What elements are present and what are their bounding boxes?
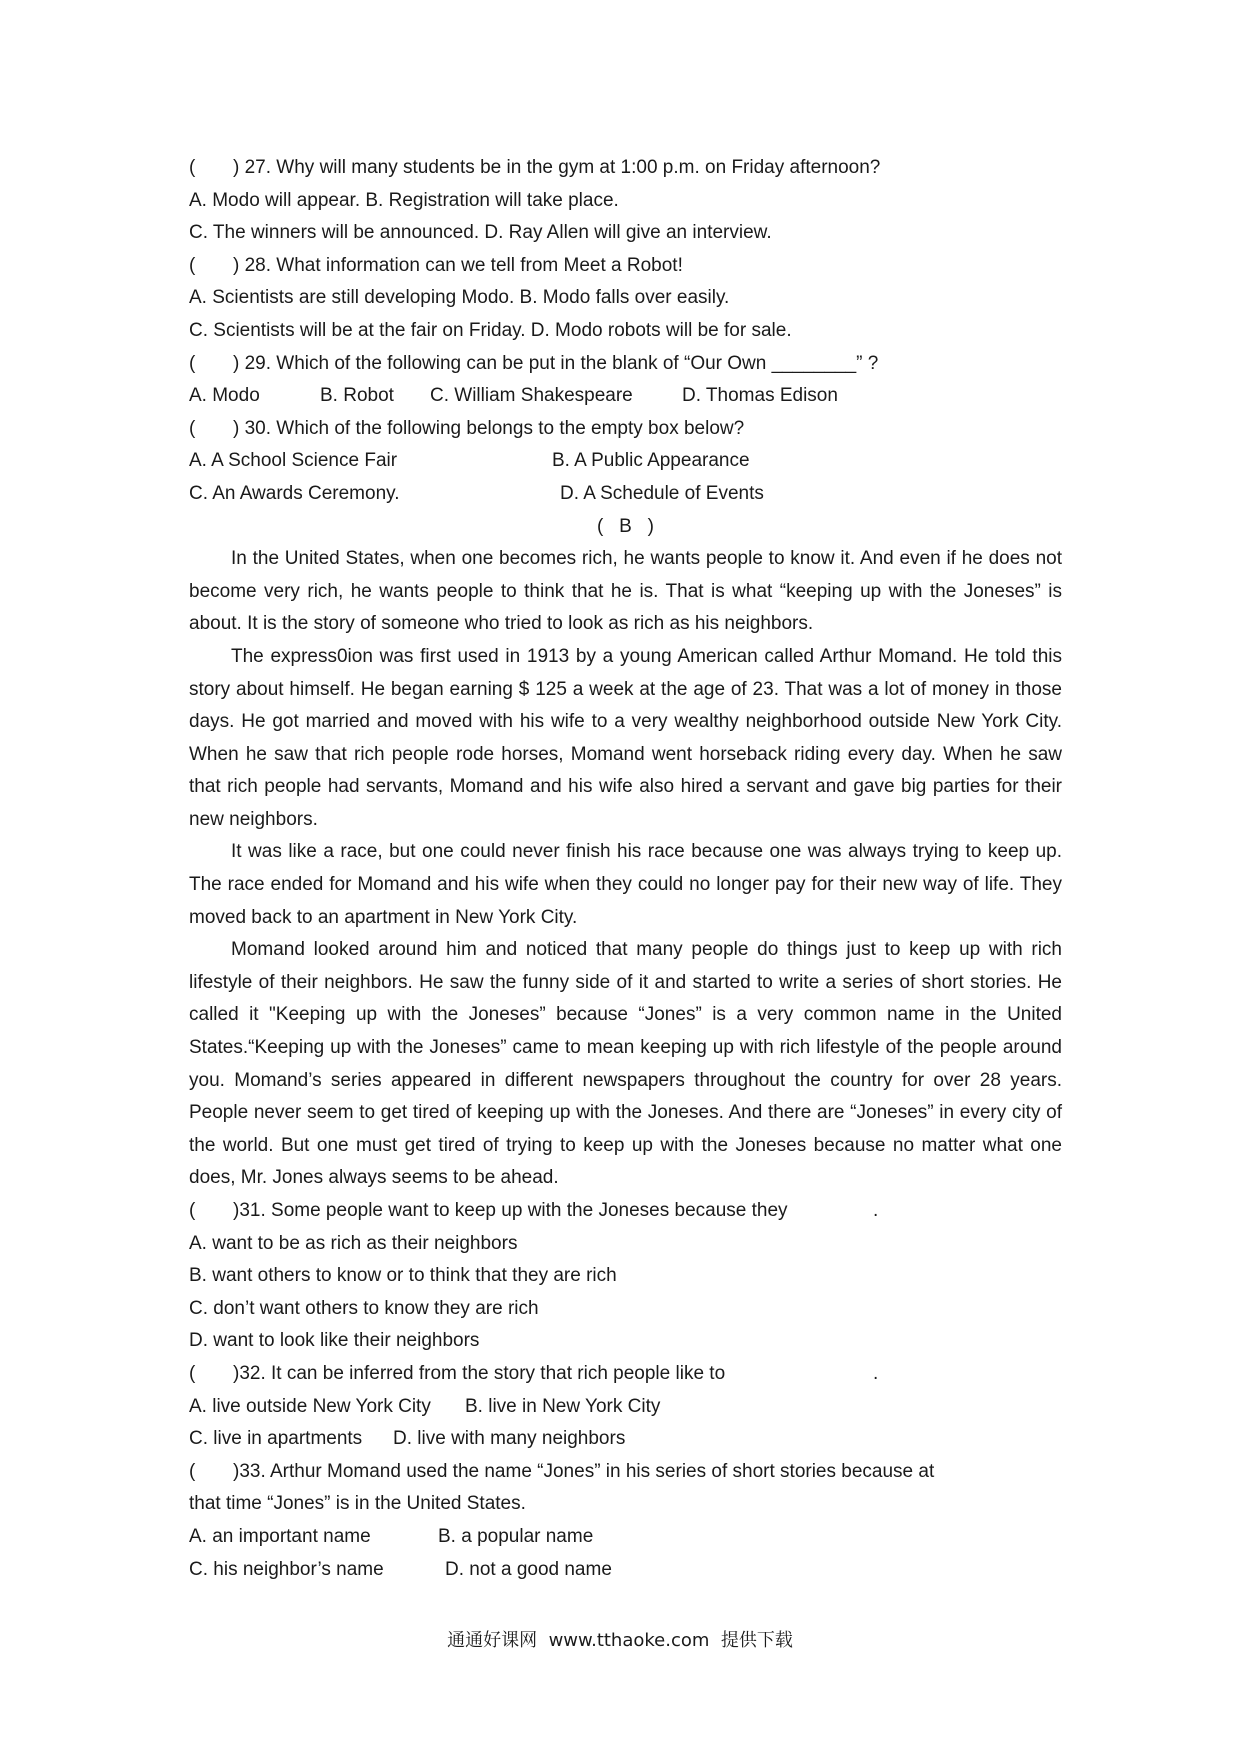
option-b: B. live in New York City: [465, 1395, 661, 1417]
question-33: [189, 1456, 1062, 1489]
option-a: A. want to be as rich as their neighbors: [189, 1232, 518, 1254]
footer-watermark: 通通好课网 www.tthaoke.com 提供下载: [447, 1630, 793, 1651]
option-c: C. An Awards Ceremony.: [189, 482, 400, 504]
question-27: [189, 152, 1062, 185]
answer-paren: (: [189, 157, 196, 178]
question-text: ) 30. Which of the following belongs to the empty box below?: [233, 417, 745, 439]
option-d: D. A Schedule of Events: [560, 482, 764, 504]
option-b: B. A Public Appearance: [552, 450, 750, 472]
question-31: [189, 1195, 1062, 1228]
answer-paren: (: [189, 417, 196, 439]
q32-options-row-2: [189, 1423, 1062, 1456]
answer-paren: (: [189, 1460, 196, 1482]
question-33-continued: that time “Jones” is in the United States.: [189, 1493, 526, 1515]
q30-options-row-2: [189, 478, 1062, 511]
option-d: D. not a good name: [445, 1558, 612, 1580]
question-30: [189, 413, 1062, 446]
option-b: B. Robot: [320, 385, 394, 407]
q33-options-row-2: [189, 1554, 1062, 1587]
option-b: B. want others to know or to think that they are rich: [189, 1265, 617, 1287]
passage-paragraph-2: The express0ion was first used in 1913 by a young American called Arthur Momand. He told this story about himself. He began earning $ 125 a week at the age of 23. That was a lot of money in those days. He got married and moved with his wife to a very wealthy neighborhood outside New York City. When he saw that rich people rode horses, Momand went horseback riding every day. When he saw that rich people had servants, Momand and his wife also hired a servant and gave big parties for their new neighbors.: [189, 645, 1062, 830]
section-label: ( B ): [597, 515, 654, 537]
q32-options-row-1: [189, 1391, 1062, 1424]
passage-paragraph-1: In the United States, when one becomes rich, he wants people to know it. And even if he does not become very rich, he wants people to think that he is. That is what “keeping up with the Joneses” is about. It is the story of someone who tried to look as rich as his neighbors.: [189, 548, 1062, 635]
q30-options-row-1: [189, 445, 1062, 478]
option-a: A. live outside New York City: [189, 1395, 431, 1417]
question-text: ) 28. What information can we tell from Meet a Robot!: [233, 254, 683, 276]
option-c: C. live in apartments: [189, 1428, 363, 1450]
passage-paragraph-3: It was like a race, but one could never finish his race because one was always trying to keep up. The race ended for Momand and his wife when they could no longer pay for their new way of life. They moved back to an apartment in New York City.: [189, 841, 1062, 928]
option-d: D. live with many neighbors: [393, 1428, 626, 1450]
question-text: )33. Arthur Momand used the name “Jones” in his series of short stories because at: [233, 1460, 935, 1482]
question-text: )32. It can be inferred from the story that rich people like to: [233, 1362, 726, 1384]
q29-options-row: [189, 380, 1062, 413]
answer-paren: (: [189, 1362, 196, 1384]
question-28: [189, 250, 1062, 283]
question-text: )31. Some people want to keep up with the Joneses because they: [233, 1200, 788, 1221]
q27-options-row-1: A. Modo will appear. B. Registration will take place.: [189, 189, 619, 211]
option-c: C. William Shakespeare: [430, 385, 633, 407]
passage-paragraph-4: Momand looked around him and noticed that many people do things just to keep up with rich lifestyle of their neighbors. He saw the funny side of it and started to write a series of short stories. He called it "Keeping up with the Joneses” because “Jones” is a very common name in the United States.“Keeping up with the Joneses” came to mean keeping up with rich lifestyle of the people around you. Momand’s series appeared in different newspapers throughout the country for over 28 years. People never seem to get tired of keeping up with the Joneses. And there are “Joneses” in every city of the world. But one must get tired of trying to keep up with the Joneses because no matter what one does, Mr. Jones always seems to be ahead.: [189, 939, 1062, 1189]
option-a: A. A School Science Fair: [189, 450, 398, 472]
answer-paren: (: [189, 254, 196, 276]
option-d: D. Thomas Edison: [682, 385, 838, 407]
option-c: C. his neighbor’s name: [189, 1558, 384, 1580]
question-32: [189, 1358, 1062, 1391]
q28-options-row-2: C. Scientists will be at the fair on Friday. D. Modo robots will be for sale.: [189, 319, 792, 341]
option-a: A. an important name: [189, 1525, 371, 1547]
page-content: [189, 152, 1062, 1586]
question-text: ) 29. Which of the following can be put in the blank of “Our Own ________” ?: [233, 352, 879, 374]
question-29: [189, 348, 1062, 381]
answer-paren: (: [189, 1200, 196, 1221]
q33-options-row-1: [189, 1521, 1062, 1554]
option-d: D. want to look like their neighbors: [189, 1330, 480, 1352]
question-text: ) 27. Why will many students be in the gym at 1:00 p.m. on Friday afternoon?: [233, 157, 881, 178]
answer-paren: (: [189, 352, 196, 374]
blank-end: .: [873, 1200, 879, 1221]
option-b: B. a popular name: [438, 1525, 594, 1547]
q28-options-row-1: A. Scientists are still developing Modo. B. Modo falls over easily.: [189, 287, 730, 309]
q27-options-row-2: C. The winners will be announced. D. Ray Allen will give an interview.: [189, 222, 772, 244]
option-c: C. don’t want others to know they are rich: [189, 1297, 539, 1319]
blank-end: .: [873, 1362, 879, 1384]
option-a: A. Modo: [189, 385, 260, 407]
